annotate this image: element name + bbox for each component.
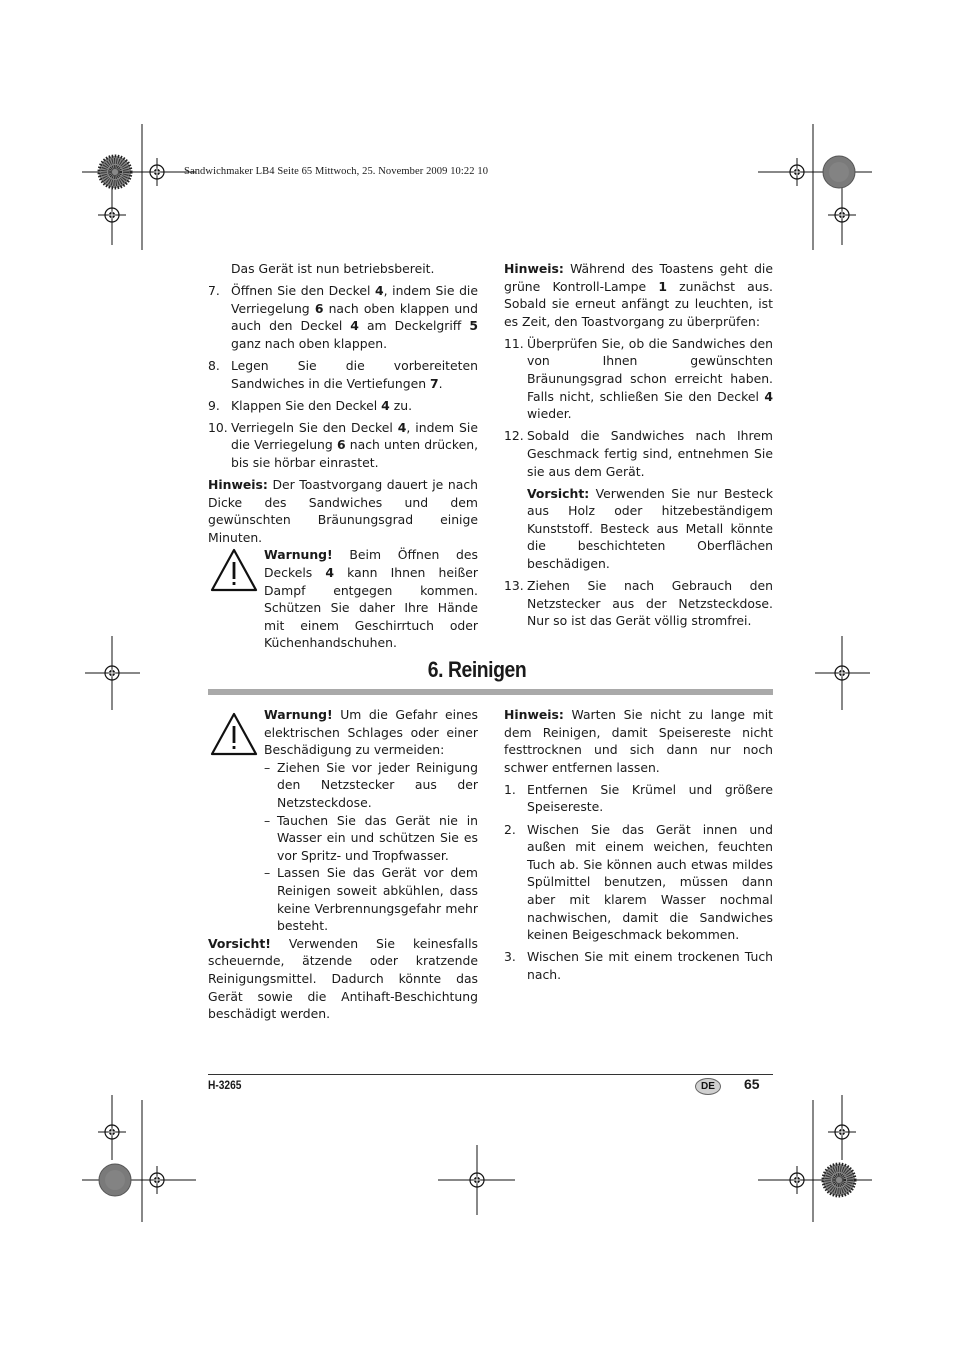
left-bottom-column (208, 706, 478, 1023)
dash-item: – Ziehen Sie vor jeder Reinigung den Netzstecker aus der Netzsteckdose. (264, 759, 478, 810)
step-9: 9. Klappen Sie den Deckel 4 zu. (208, 397, 413, 413)
caution-cutlery: Vorsicht: Verwenden Sie nur Besteck aus Holz oder hitzebeständigem Kunststoff. Besteck aus Metall könnte die beschichteten Oberflächen beschädigen. (527, 485, 773, 571)
right-top-column (504, 260, 773, 630)
clean-step-1: 1. Entfernen Sie Krümel und größere Speisereste. (504, 781, 773, 815)
dash-item: – Tauchen Sie das Gerät nie in Wasser ein und schützen Sie es vor Spritz- und Tropfwasser. (264, 812, 478, 863)
step-11: 11. Überprüfen Sie, ob die Sandwiches den von Ihnen gewünschten Bräunungsgrad schon erreicht haben. Falls nicht, schließen Sie den Deckel 4 wieder. (504, 335, 773, 422)
hint-control-lamp: Hinweis: Während des Toastens geht die grüne Kontroll-Lampe 1 zunächst aus. Sobald sie erneut anfängt zu leuchten, ist es Zeit, den Toastvorgang zu überprüfen: (504, 261, 773, 329)
warning-steam: Warnung! Beim Öffnen des Deckels 4 kann Ihnen heißer Dampf entgegen kommen. Schützen Sie daher Ihre Hände mit einem Geschirrtuch oder Küchenhandschuhen. (208, 546, 478, 652)
section-title: 6. Reinigen (427, 657, 527, 682)
step-7: 7. Öffnen Sie den Deckel 4, indem Sie die Verriegelung 6 nach oben klappen und auch den Deckel 4 am Deckelgriff 5 ganz nach oben klappen. (208, 283, 478, 351)
intro-line: Das Gerät ist nun betriebsbereit. (231, 261, 435, 276)
section-rule (208, 689, 773, 695)
clean-step-3: 3. Wischen Sie mit einem trockenen Tuch nach. (504, 949, 773, 982)
step-8: 8. Legen Sie die vorbereiteten Sandwiches in die Vertiefungen 7. (208, 357, 478, 391)
step-10: 10. Verriegeln Sie den Deckel 4, indem Sie die Verriegelung 6 nach unten drücken, bis sie hörbar einrastet. (208, 419, 479, 470)
hint-cleaning: Hinweis: Warten Sie nicht zu lange mit dem Reinigen, damit Speisereste nicht festtrocknen und sich dann nur noch schwer entfernen lassen. (504, 707, 773, 775)
step-12: 12. Sobald die Sandwiches nach Ihrem Geschmack fertig sind, entnehmen Sie sie aus dem Gerät. (504, 428, 773, 479)
hint-toasting-time: Hinweis: Der Toastvorgang dauert je nach Dicke des Sandwiches und dem gewünschten Bräunungsgrad einige Minuten. (208, 477, 478, 545)
dash-item: – Lassen Sie das Gerät vor dem Reinigen soweit abkühlen, dass keine Verbrennungsgefahr mehr besteht. (264, 865, 478, 934)
caution-cleaning-agents: Vorsicht! Verwenden Sie keinesfalls scheuernde, ätzende oder kratzende Reinigungsmittel. Dadurch könnte das Gerät sowie die Antihaft-Beschichtung beschädigt werden. (208, 935, 478, 1022)
left-top-column (208, 260, 478, 652)
right-bottom-column (504, 706, 773, 983)
print-slug: Sandwichmaker LB4 Seite 65 Mittwoch, 25. November 2009 10:22 10 (184, 166, 489, 177)
clean-step-2: 2. Wischen Sie das Gerät innen und außen mit einem weichen, feuchten Tuch ab. Sie können auch etwas mildes Spülmittel benutzen, müssen dann aber mit klarem Wasser nochmal nachwischen, damit die Sandwiches keinen Beigeschmack bekommen. (504, 821, 773, 943)
warning-electric-shock: Warnung! Um die Gefahr eines elektrischen Schlages oder einer Beschädigung zu vermeiden: – Ziehen Sie vor jeder Reinigung den Netzstecker aus der Netzsteckdose. – Tauchen Sie das Gerät nie in Wasser ein und schützen Sie es vor Spritz- und Tropfwasser. – Lassen Sie das Gerät vor dem Reinigen soweit abkühlen, dass keine Verbrennungsgefahr mehr besteht. (208, 706, 478, 935)
step-13: 13. Ziehen Sie nach Gebrauch den Netzstecker aus der Netzsteckdose. Nur so ist das Gerät völlig stromfrei. (504, 578, 773, 629)
model-code: H-3265 (208, 1078, 242, 1092)
warning-triangle-icon (210, 712, 258, 756)
page-number: 65 (744, 1076, 760, 1092)
warning-triangle-icon (210, 548, 258, 592)
language-badge: DE (695, 1078, 721, 1095)
footer-rule (208, 1074, 773, 1075)
